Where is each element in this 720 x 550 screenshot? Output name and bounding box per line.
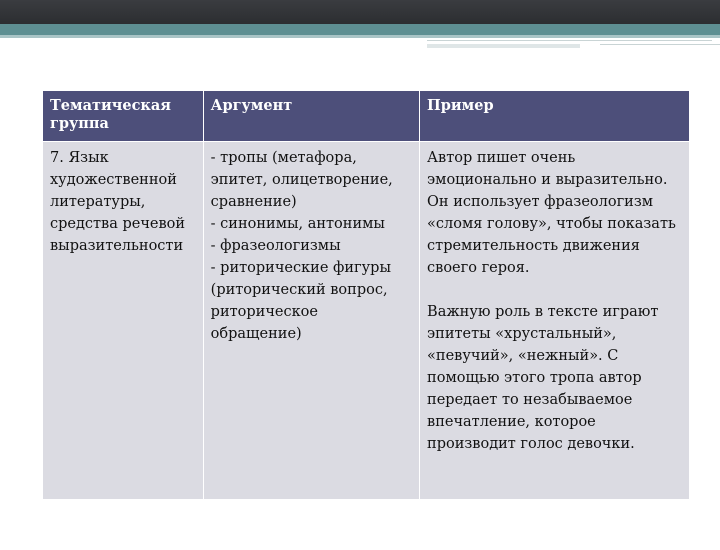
decorative-line <box>600 44 720 45</box>
decorative-line <box>427 40 712 41</box>
theme-table <box>42 90 690 500</box>
example-paragraph-2: Важную роль в тексте играют эпитеты «хрустальный», «певучий», «нежный». С помощью этого тропа автор передает то незабываемое впечатление, которое производит голос девочки. <box>427 304 659 452</box>
table-header-row <box>43 91 690 142</box>
slide-teal-band <box>0 24 720 35</box>
argument-text: - тропы (метафора, эпитет, олицетворение, сравнение) - синонимы, антонимы - фразеологизмы - риторические фигуры (риторический вопрос, риторическое обращение) <box>210 150 393 342</box>
slide-teal-thin-band <box>0 35 720 38</box>
cell-example <box>420 142 690 500</box>
cell-theme-group <box>43 142 204 500</box>
slide-top-band <box>0 0 720 24</box>
header-example: Пример <box>420 91 690 142</box>
header-argument: Аргумент <box>203 91 419 142</box>
cell-argument <box>203 142 419 500</box>
table-row <box>43 142 690 500</box>
example-paragraph-1: Автор пишет очень эмоционально и выразительно. Он использует фразеологизм «сломя голову», чтобы показать стремительность движения своего героя. <box>427 150 676 276</box>
header-theme-group: Тематическая группа <box>43 91 204 142</box>
paragraph-spacer <box>427 279 682 301</box>
decorative-line <box>427 44 580 48</box>
theme-group-text: 7. Язык художественной литературы, средства речевой выразительности <box>50 150 186 254</box>
